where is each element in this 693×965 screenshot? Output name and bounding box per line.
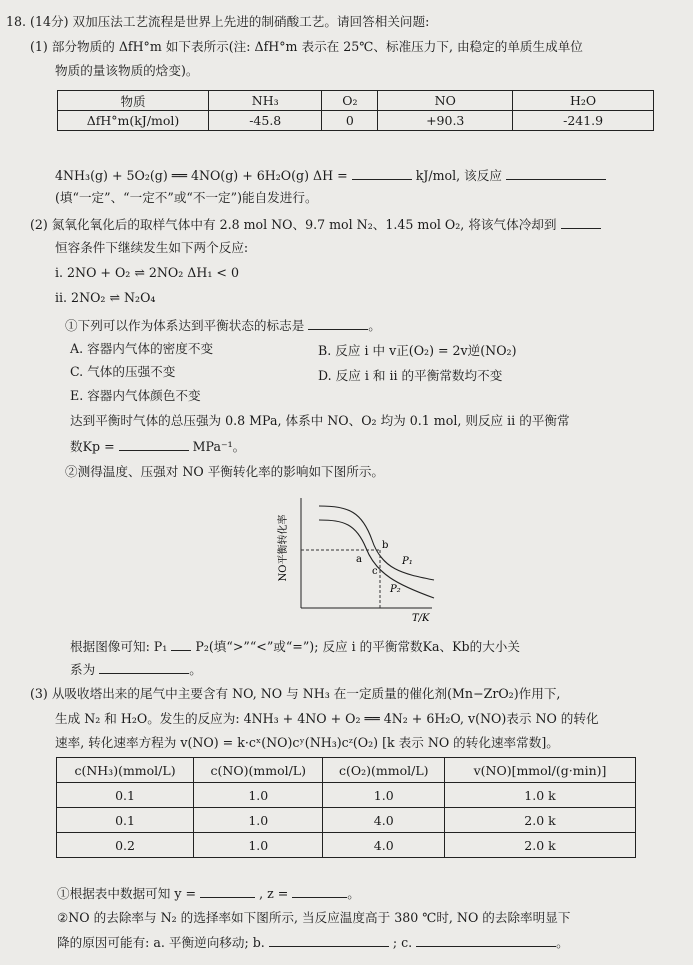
table-row <box>58 111 654 131</box>
table-cell: 1.0 <box>194 833 323 858</box>
table-header-cell: O₂ <box>322 91 378 111</box>
table-row <box>57 808 636 833</box>
table-header-row <box>58 91 654 111</box>
table-cell: 1.0 <box>194 783 323 808</box>
table-cell: -45.8 <box>209 111 322 131</box>
table-header-cell: H₂O <box>513 91 654 111</box>
table-cell: 1.0 <box>194 808 323 833</box>
part2-line2: 恒容条件下继续发生如下两个反应: <box>55 240 249 255</box>
p2-label: P₂ <box>390 584 401 595</box>
table-header-cell: 物质 <box>58 91 209 111</box>
table-cell: 0.1 <box>57 783 194 808</box>
table-cell: 0.2 <box>57 833 194 858</box>
answer-blank-temperature[interactable] <box>561 216 601 229</box>
table-cell: 1.0 <box>323 783 445 808</box>
enthalpy-table <box>57 90 654 131</box>
curve-p2 <box>319 520 434 598</box>
part2-line1-text: (2) 氮氧化氧化后的取样气体中有 2.8 mol NO、9.7 mol N₂、1.45 mol O₂, 将该气体冷却到 <box>30 217 557 232</box>
z-label: , z = <box>259 886 289 901</box>
kp-label: 数Kp = <box>70 439 115 454</box>
table-cell: ΔfH°m(kJ/mol) <box>58 111 209 131</box>
table-cell: 2.0 k <box>445 808 636 833</box>
option-e: E. 容器内气体颜色不变 <box>70 388 201 403</box>
part1-line1: (1) 部分物质的 ΔfH°m 如下表所示(注: ΔfH°m 表示在 25℃、标准压力下, 由稳定的单质生成单位 <box>30 39 583 54</box>
reaction-2: ⅱ. 2NO₂ ⇌ N₂O₄ <box>55 290 156 305</box>
option-c: C. 气体的压强不变 <box>70 364 176 379</box>
table-row <box>57 833 636 858</box>
part2-q2: ②测得温度、压强对 NO 平衡转化率的影响如下图所示。 <box>65 464 385 479</box>
answer-blank-kp[interactable] <box>119 438 189 451</box>
part2-line11-text: 根据图像可知: P₁ <box>70 639 168 654</box>
option-b: B. 反应 ⅰ 中 v正(O₂) = 2v逆(NO₂) <box>318 343 517 358</box>
equation-text: 4NH₃(g) + 5O₂(g) ══ 4NO(g) + 6H₂O(g) ΔH = <box>55 168 348 183</box>
graph-ylabel: NO平衡转化率 <box>278 514 289 582</box>
answer-blank-dh[interactable] <box>352 167 412 180</box>
equation-tail: kJ/mol, 该反应 <box>415 168 502 183</box>
part2-line11 <box>70 638 520 655</box>
part2-line1 <box>30 216 601 233</box>
part2-q1: ①下列可以作为体系达到平衡状态的标志是 。 <box>65 318 381 333</box>
answer-blank-y[interactable] <box>200 885 255 898</box>
p1-label: P₁ <box>402 556 413 567</box>
answer-blank-reason-b[interactable] <box>269 934 389 947</box>
table-cell: +90.3 <box>378 111 513 131</box>
option-d: D. 反应 ⅰ 和 ⅱ 的平衡常数均不变 <box>318 368 503 383</box>
table-cell: 4.0 <box>323 833 445 858</box>
point-a-label: a <box>356 554 362 565</box>
table-cell: 1.0 k <box>445 783 636 808</box>
part2-line11-tail: P₂(填“>”“<”或“=”); 反应 ⅰ 的平衡常数Ka、Kb的大小关 <box>195 639 520 654</box>
graph-xlabel: T/K <box>412 613 430 624</box>
part2-line12: 系为 。 <box>70 662 202 677</box>
part2-line8: 达到平衡时气体的总压强为 0.8 MPa, 体系中 NO、O₂ 均为 0.1 mol, 则反应 ⅱ 的平衡常 <box>70 413 570 428</box>
part3-line8: 降的原因可能有: a. 平衡逆向移动; b. ; c. 。 <box>57 935 569 950</box>
part1-line4: (填“一定”、“一定不”或“不一定”)能自发进行。 <box>55 190 318 205</box>
part3-line2: 生成 N₂ 和 H₂O。发生的反应为: 4NH₃ + 4NO + O₂ ══ 4N₂ + 6H₂O, v(NO)表示 NO 的转化 <box>55 711 599 726</box>
table-header-cell: NH₃ <box>209 91 322 111</box>
part3-line8-text: 降的原因可能有: a. 平衡逆向移动; b. <box>57 935 265 950</box>
part1-equation <box>55 167 606 184</box>
point-c-label: c <box>372 566 378 577</box>
answer-blank-k-relation[interactable] <box>99 661 189 674</box>
table-header-cell: c(NH₃)(mmol/L) <box>57 758 194 783</box>
table-cell: 4.0 <box>323 808 445 833</box>
table-row <box>57 783 636 808</box>
option-a: A. 容器内气体的密度不变 <box>70 341 214 356</box>
reaction-1: ⅰ. 2NO + O₂ ⇌ 2NO₂ ΔH₁ < 0 <box>55 265 239 280</box>
table-header-cell: c(NO)(mmol/L) <box>194 758 323 783</box>
question-header: 18. (14分) 双加压法工艺流程是世界上先进的制硝酸工艺。请回答相关问题: <box>6 14 430 29</box>
table-header-row <box>57 758 636 783</box>
table-cell: -241.9 <box>513 111 654 131</box>
answer-blank-equilibrium[interactable] <box>308 317 368 330</box>
table-cell: 2.0 k <box>445 833 636 858</box>
answer-blank-pressure[interactable] <box>171 638 191 651</box>
conversion-graph <box>274 488 444 630</box>
part3-q2: ②NO 的去除率与 N₂ 的选择率如下图所示, 当反应温度高于 380 ℃时, NO 的去除率明显下 <box>57 910 571 925</box>
table-cell: 0.1 <box>57 808 194 833</box>
part3-q1: ①根据表中数据可知 y = , z = 。 <box>57 886 360 901</box>
answer-blank-spontaneity[interactable] <box>506 167 606 180</box>
table-header-cell: c(O₂)(mmol/L) <box>323 758 445 783</box>
table-header-cell: v(NO)[mmol/(g·min)] <box>445 758 636 783</box>
part3-line8-sep: ; c. <box>392 935 413 950</box>
part3-line3: 速率, 转化速率方程为 v(NO) = k·cˣ(NO)cʸ(NH₃)cᶻ(O₂) [k 表示 NO 的转化速率常数]。 <box>55 735 559 750</box>
part3-line1: (3) 从吸收塔出来的尾气中主要含有 NO, NO 与 NH₃ 在一定质量的催化剂(Mn−ZrO₂)作用下, <box>30 686 561 701</box>
point-b-label: b <box>382 540 389 551</box>
part2-q1-text: ①下列可以作为体系达到平衡状态的标志是 <box>65 318 305 333</box>
part1-line2: 物质的量该物质的焓变)。 <box>55 63 199 78</box>
table-cell: 0 <box>322 111 378 131</box>
table-header-cell: NO <box>378 91 513 111</box>
part2-line9 <box>70 438 245 455</box>
answer-blank-reason-c[interactable] <box>416 934 556 947</box>
rate-table <box>56 757 636 858</box>
y-label: ①根据表中数据可知 y = <box>57 886 197 901</box>
kp-unit: MPa⁻¹。 <box>192 439 246 454</box>
part2-line12-text: 系为 <box>70 662 96 677</box>
answer-blank-z[interactable] <box>292 885 347 898</box>
